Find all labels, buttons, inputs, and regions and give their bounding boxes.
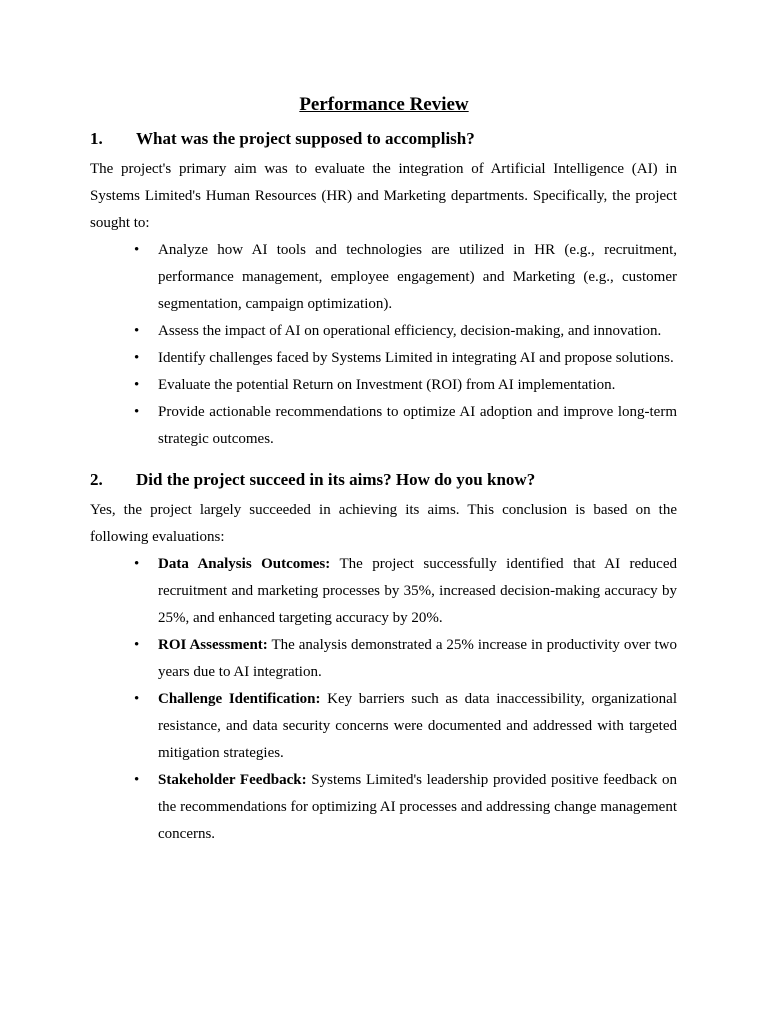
list-item [134,237,677,318]
bullet-icon: • [134,691,140,707]
list-item-text: Key barriers such as data inaccessibility, organizational resistance, and data security concerns were documented and addressed with targeted mitigation strategies. [158,691,677,761]
bullet-icon: • [134,350,140,366]
section-number: 2. [90,470,103,489]
bullet-icon: • [134,242,140,258]
section-number: 1. [90,129,103,148]
bullet-icon: • [134,637,140,653]
section-heading-text: Did the project succeed in its aims? How do you know? [136,470,536,489]
bullet-icon: • [134,404,140,420]
section-heading-text: What was the project supposed to accomplish? [136,129,475,148]
list-item-text: The project successfully identified that AI reduced recruitment and marketing processes by 35%, increased decision-making accuracy by 25%, and enhanced targeting accuracy by 20%. [158,556,678,626]
list-item-text: Assess the impact of AI on operational efficiency, decision-making, and innovation. [158,323,662,339]
list-item-text: Systems Limited's leadership provided positive feedback on the recommendations for optimizing AI processes and addressing change management concerns. [158,772,677,842]
list-item [134,767,677,848]
section-intro: The project's primary aim was to evaluate the integration of Artificial Intelligence (AI) in Systems Limited's Human Resources (HR) and Marketing departments. Specifically, the project sought to: [90,161,677,231]
list-item [134,632,677,686]
bullet-list [90,237,677,453]
bullet-icon: • [134,377,140,393]
list-item [134,372,677,399]
section-1 [90,126,677,453]
list-item-text: Provide actionable recommendations to optimize AI adoption and improve long-term strategic outcomes. [158,404,677,447]
list-item [134,345,677,372]
section-heading [90,126,677,152]
list-item-text: Evaluate the potential Return on Investment (ROI) from AI implementation. [158,377,616,393]
list-item-label: ROI Assessment: [158,637,268,653]
list-item-label: Challenge Identification: [158,691,321,707]
list-item [134,318,677,345]
section-2 [90,467,677,848]
list-item-label: Stakeholder Feedback: [158,772,307,788]
bullet-icon: • [134,772,140,788]
list-item [134,686,677,767]
list-item [134,551,678,632]
bullet-icon: • [134,556,140,572]
bullet-icon: • [134,323,140,339]
section-heading [90,467,677,493]
list-item-text: Identify challenges faced by Systems Limited in integrating AI and propose solutions. [158,350,674,366]
list-item-label: Data Analysis Outcomes: [158,556,331,572]
page-title: Performance Review [299,94,469,115]
bullet-list [90,551,677,848]
list-item-text: The analysis demonstrated a 25% increase in productivity over two years due to AI integration. [158,637,677,680]
section-intro: Yes, the project largely succeeded in achieving its aims. This conclusion is based on the following evaluations: [90,502,677,545]
list-item-text: Analyze how AI tools and technologies are utilized in HR (e.g., recruitment, performance management, employee engagement) and Marketing (e.g., customer segmentation, campaign optimization). [158,242,677,312]
list-item [134,399,677,453]
